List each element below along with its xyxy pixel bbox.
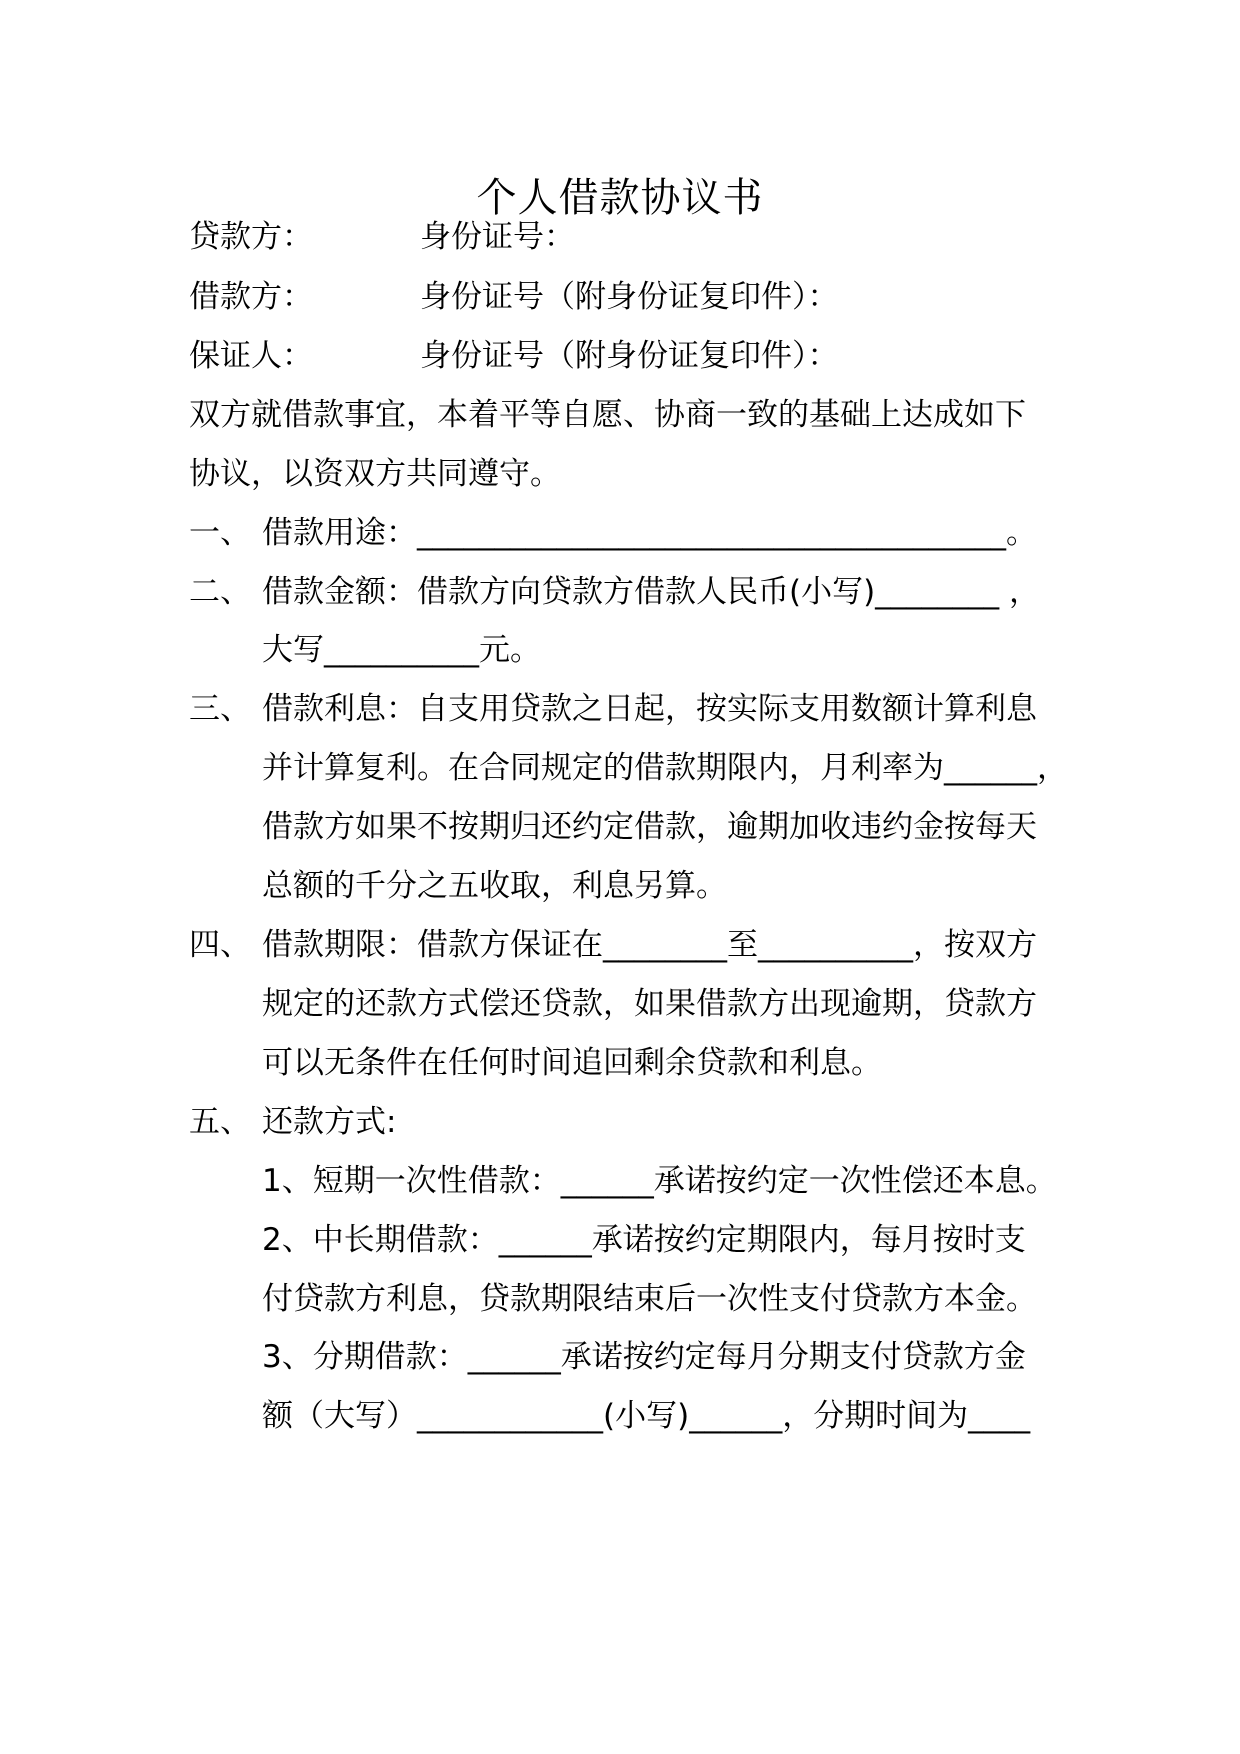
- clause-4-line-3: 可以无条件在任何时间追回剩余贷款和利息。: [262, 1045, 882, 1081]
- clause-5-number: 五、: [189, 1104, 251, 1140]
- clause-2-number: 二、: [189, 574, 251, 610]
- guarantor-id-label: 身份证号（附身份证复印件）：: [420, 338, 839, 374]
- intro-line-2: 协议，以资双方共同遵守。: [189, 456, 561, 492]
- repayment-item-2-line-2: 付贷款方利息，贷款期限结束后一次性支付贷款方本金。: [262, 1281, 1037, 1317]
- lender-label: 贷款方：: [189, 219, 313, 255]
- borrower-label: 借款方：: [189, 279, 313, 315]
- repayment-item-2-line-1: 2、中长期借款：______承诺按约定期限内，每月按时支: [262, 1222, 1026, 1258]
- lender-id-label: 身份证号：: [420, 219, 575, 255]
- clause-2-line-1: 借款金额：借款方向贷款方借款人民币(小写)________ ，: [262, 574, 1041, 610]
- clause-3-line-2: 并计算复利。在合同规定的借款期限内，月利率为______，: [262, 750, 1068, 786]
- clause-1-line-1: 借款用途：______________________________________。: [262, 515, 1037, 551]
- clause-3-line-1: 借款利息：自支用贷款之日起，按实际支用数额计算利息: [262, 691, 1037, 727]
- clause-3-number: 三、: [189, 691, 251, 727]
- clause-4-line-2: 规定的还款方式偿还贷款，如果借款方出现逾期，贷款方: [262, 986, 1037, 1022]
- clause-3-line-4: 总额的千分之五收取，利息另算。: [262, 868, 727, 904]
- clause-5-line-1: 还款方式:: [262, 1104, 397, 1140]
- clause-1-number: 一、: [189, 515, 251, 551]
- repayment-item-3-line-2: 额（大写）____________(小写)______，分期时间为____: [262, 1398, 1031, 1434]
- borrower-id-label: 身份证号（附身份证复印件）：: [420, 279, 839, 315]
- guarantor-label: 保证人：: [189, 338, 313, 374]
- clause-3-line-3: 借款方如果不按期归还约定借款，逾期加收违约金按每天: [262, 809, 1037, 845]
- repayment-item-1: 1、短期一次性借款：______承诺按约定一次性偿还本息。: [262, 1163, 1057, 1199]
- intro-line-1: 双方就借款事宜，本着平等自愿、协商一致的基础上达成如下: [189, 397, 1026, 433]
- clause-2-line-2: 大写__________元。: [262, 632, 541, 668]
- clause-4-line-1: 借款期限：借款方保证在________至__________，按双方: [262, 927, 1037, 963]
- repayment-item-3-line-1: 3、分期借款：______承诺按约定每月分期支付贷款方金: [262, 1339, 1026, 1375]
- document-title: 个人借款协议书: [476, 175, 764, 221]
- clause-4-number: 四、: [189, 927, 251, 963]
